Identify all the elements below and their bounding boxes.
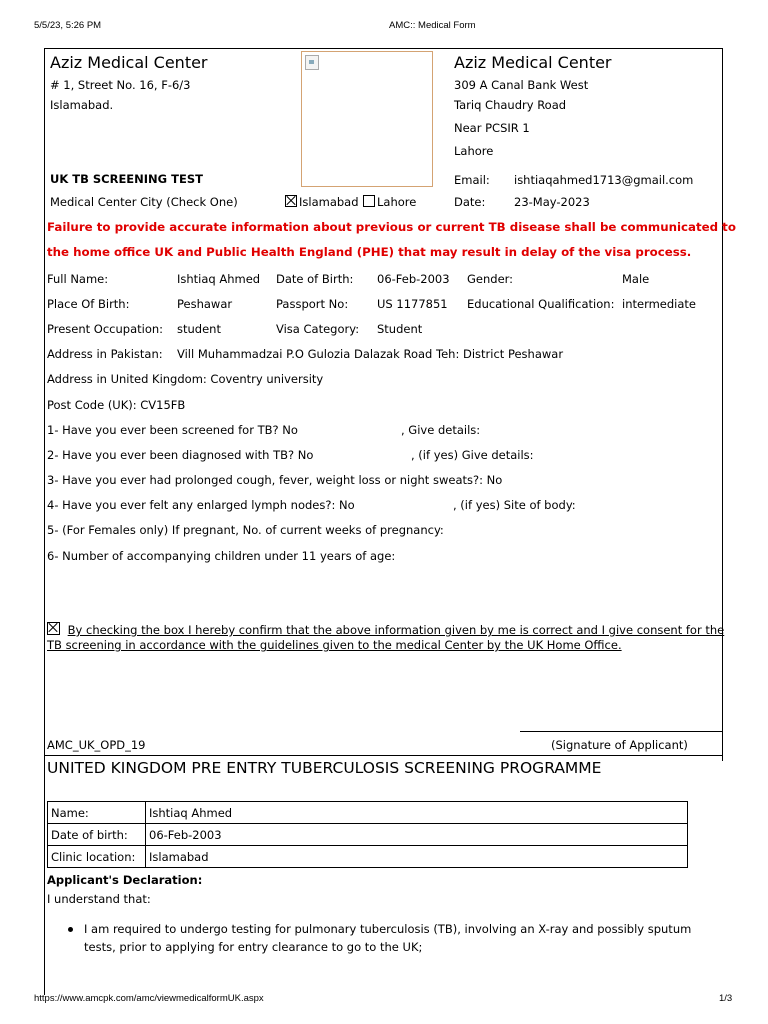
- question-5: 5- (For Females only) If pregnant, No. of current weeks of pregnancy:: [47, 523, 444, 537]
- bullet-icon: [68, 927, 73, 932]
- address-pk-value: Vill Muhammadzai P.O Gulozia Dalazak Road Teh: District Peshawar: [177, 347, 564, 361]
- right-center-address1: 309 A Canal Bank West: [454, 78, 589, 92]
- print-datetime: 5/5/23, 5:26 PM: [34, 20, 102, 31]
- checkbox-empty-icon[interactable]: [363, 195, 375, 207]
- full-name-label: Full Name:: [47, 272, 109, 286]
- consent-line1: By checking the box I hereby confirm that the above information given by me is correct and I give consent for the: [67, 623, 725, 637]
- passport-value: US 1177851: [377, 297, 448, 311]
- left-center-address2: Islamabad.: [50, 98, 114, 112]
- visa-value: Student: [377, 322, 423, 336]
- checkbox-checked-icon[interactable]: [285, 195, 297, 207]
- city-option1-label: Islamabad: [299, 195, 359, 209]
- right-center-name: Aziz Medical Center: [454, 53, 612, 72]
- full-name-value: Ishtiaq Ahmed: [177, 272, 261, 286]
- test-title: UK TB SCREENING TEST: [50, 172, 203, 186]
- right-center-address3: Near PCSIR 1: [454, 121, 530, 135]
- info-value-dob: 06-Feb-2003: [146, 824, 688, 846]
- edu-value: intermediate: [622, 297, 696, 311]
- address-pk-label: Address in Pakistan:: [47, 347, 163, 361]
- dob-value: 06-Feb-2003: [377, 272, 450, 286]
- info-label-name: Name:: [48, 802, 146, 824]
- dob-label: Date of Birth:: [276, 272, 354, 286]
- right-center-address4: Lahore: [454, 144, 494, 158]
- postcode: Post Code (UK): CV15FB: [47, 398, 186, 412]
- question-2: 2- Have you ever been diagnosed with TB? No: [47, 448, 314, 462]
- gender-value: Male: [622, 272, 650, 286]
- question-6: 6- Number of accompanying children under 11 years of age:: [47, 549, 396, 563]
- form-right-border: [722, 48, 723, 761]
- programme-left-border: [44, 755, 45, 995]
- applicant-info-table: [47, 801, 688, 868]
- question-1: 1- Have you ever been screened for TB? No: [47, 423, 298, 437]
- declaration-intro: I understand that:: [47, 892, 151, 906]
- question-2-detail: , (if yes) Give details:: [411, 448, 534, 462]
- question-4: 4- Have you ever felt any enlarged lymph nodes?: No: [47, 498, 355, 512]
- warning-line2: the home office UK and Public Health England (PHE) that may result in delay of the visa process.: [47, 245, 692, 259]
- info-value-name: Ishtiaq Ahmed: [146, 802, 688, 824]
- form-left-border: [44, 48, 45, 761]
- left-center-address1: # 1, Street No. 16, F-6/3: [50, 78, 191, 92]
- info-label-clinic: Clinic location:: [48, 846, 146, 868]
- print-page-number: 1/3: [719, 993, 733, 1004]
- info-label-dob: Date of birth:: [48, 824, 146, 846]
- left-center-name: Aziz Medical Center: [50, 53, 208, 72]
- date-label: Date:: [454, 195, 486, 209]
- programme-title: UNITED KINGDOM PRE ENTRY TUBERCULOSIS SCREENING PROGRAMME: [47, 759, 602, 777]
- passport-label: Passport No:: [276, 297, 349, 311]
- form-code: AMC_UK_OPD_19: [47, 738, 146, 752]
- broken-image-icon: [305, 55, 319, 70]
- question-4-detail: , (if yes) Site of body:: [453, 498, 576, 512]
- occupation-label: Present Occupation:: [47, 322, 164, 336]
- warning-line1: Failure to provide accurate information about previous or current TB disease shall be communicated to: [47, 220, 736, 234]
- date-value: 23-May-2023: [514, 195, 590, 209]
- question-3: 3- Have you ever had prolonged cough, fever, weight loss or night sweats?: No: [47, 473, 503, 487]
- info-value-clinic: Islamabad: [146, 846, 688, 868]
- gender-label: Gender:: [467, 272, 514, 286]
- programme-top-border: [44, 755, 723, 756]
- declaration-bullet1-line1: I am required to undergo testing for pulmonary tuberculosis (TB), involving an X-ray and possibly sputum: [84, 922, 692, 936]
- email-value: ishtiaqahmed1713@gmail.com: [514, 173, 694, 187]
- print-title: AMC:: Medical Form: [389, 20, 476, 31]
- edu-label: Educational Qualification:: [467, 297, 615, 311]
- declaration-title: Applicant's Declaration:: [47, 873, 203, 887]
- question-1-detail: , Give details:: [401, 423, 481, 437]
- pob-label: Place Of Birth:: [47, 297, 130, 311]
- signature-label: (Signature of Applicant): [551, 738, 688, 752]
- form-top-border: [44, 48, 723, 49]
- declaration-bullet1-line2: tests, prior to applying for entry clearance to go to the UK;: [84, 940, 423, 954]
- occupation-value: student: [177, 322, 221, 336]
- city-option-lahore[interactable]: [363, 195, 416, 209]
- visa-label: Visa Category:: [276, 322, 360, 336]
- address-uk: Address in United Kingdom: Coventry university: [47, 372, 324, 386]
- print-url: https://www.amcpk.com/amc/viewmedicalformUK.aspx: [34, 993, 264, 1004]
- city-label: Medical Center City (Check One): [50, 195, 238, 209]
- table-row: [48, 824, 688, 846]
- pob-value: Peshawar: [177, 297, 233, 311]
- email-label: Email:: [454, 173, 490, 187]
- consent-checkbox-icon[interactable]: [47, 622, 60, 635]
- consent-line1-row: [47, 622, 724, 637]
- consent-line2: TB screening in accordance with the guidelines given to the medical Center by the UK Home Office.: [47, 638, 622, 652]
- table-row: [48, 846, 688, 868]
- table-row: [48, 802, 688, 824]
- city-option-islamabad[interactable]: [285, 195, 359, 209]
- signature-line: [520, 731, 722, 732]
- city-option2-label: Lahore: [377, 195, 417, 209]
- applicant-photo: [301, 51, 433, 187]
- right-center-address2: Tariq Chaudry Road: [454, 98, 567, 112]
